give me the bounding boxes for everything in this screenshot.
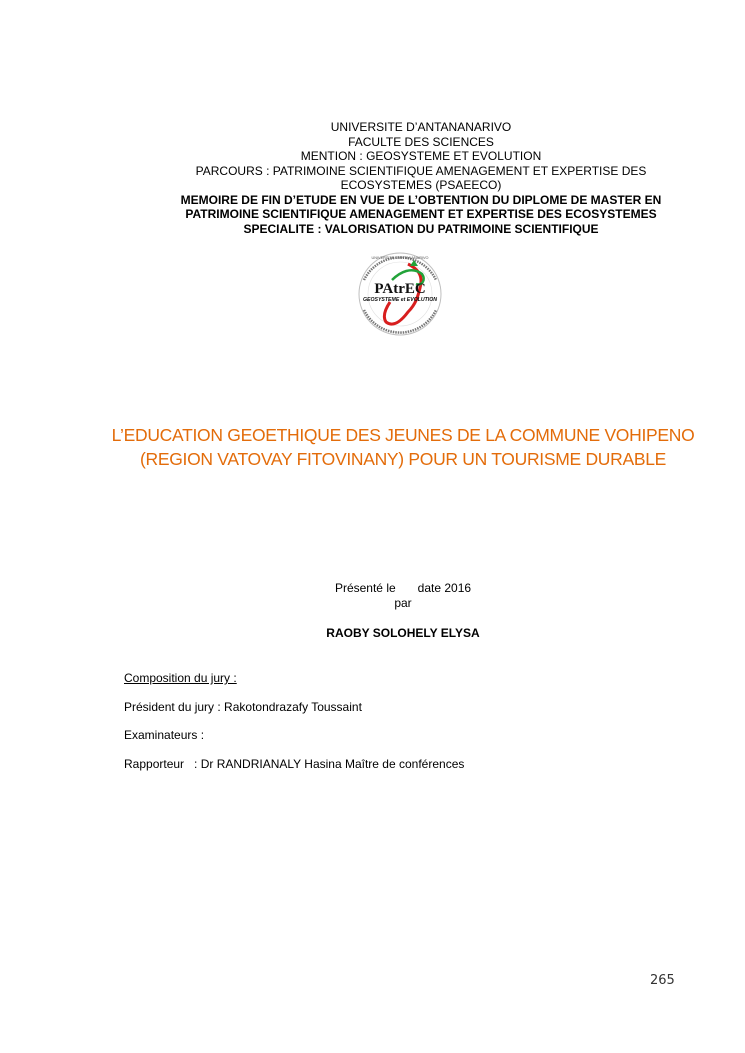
faculty-name: FACULTE DES SCIENCES [348, 134, 494, 149]
jury-heading: Composition du jury : [124, 671, 237, 685]
page-number: 265 [650, 973, 675, 988]
logo-emblem-icon [350, 250, 450, 338]
jury-examiners: Examinateurs : [124, 728, 205, 742]
author-name: RAOBY SOLOHELY ELYSA [326, 626, 480, 640]
logo-emblem-text: PAtrEC [374, 281, 426, 297]
thesis-title-line-1: L’EDUCATION GEOETHIQUE DES JEUNES DE LA COMMUNE VOHIPENO [111, 425, 695, 445]
presented-label: Présenté le [334, 581, 396, 595]
thesis-title-line-2: (REGION VATOVAY FITOVINANY) POUR UN TOURISME DURABLE [139, 449, 667, 469]
logo-ring-text: UNIVERSITE D'ANTANANARIVO [371, 256, 429, 260]
psaeeco-logo [350, 250, 450, 338]
presentation-date: date 2016 [417, 581, 472, 595]
logo-subtitle: GEOSYSTEME et EVOLUTION [362, 297, 438, 303]
university-name: UNIVERSITE D’ANTANANARIVO [330, 120, 512, 134]
presentation-block [200, 581, 606, 610]
parcours-line-1: PARCOURS : PATRIMOINE SCIENTIFIQUE AMENAGEMENT ET EXPERTISE DES [195, 163, 647, 178]
parcours-line-2: ECOSYSTEMES (PSAEECO) [340, 178, 502, 192]
jury-president: Président du jury : Rakotondrazafy Toussaint [124, 700, 362, 714]
by-label: par [394, 595, 412, 610]
memoire-line-1: MEMOIRE DE FIN D’ETUDE EN VUE DE L’OBTENTION DU DIPLOME DE MASTER EN [180, 192, 662, 207]
memoire-line-2: PATRIMOINE SCIENTIFIQUE AMENAGEMENT ET EXPERTISE DES ECOSYSTEMES [185, 207, 657, 221]
specialite-line: SPECIALITE : VALORISATION DU PATRIMOINE SCIENTIFIQUE [243, 221, 599, 236]
mention-line: MENTION : GEOSYSTEME ET EVOLUTION [300, 149, 542, 163]
jury-rapporteur: Rapporteur : Dr RANDRIANALY Hasina Maître de conférences [124, 757, 465, 771]
thesis-title [100, 423, 706, 471]
document-header [160, 120, 682, 236]
